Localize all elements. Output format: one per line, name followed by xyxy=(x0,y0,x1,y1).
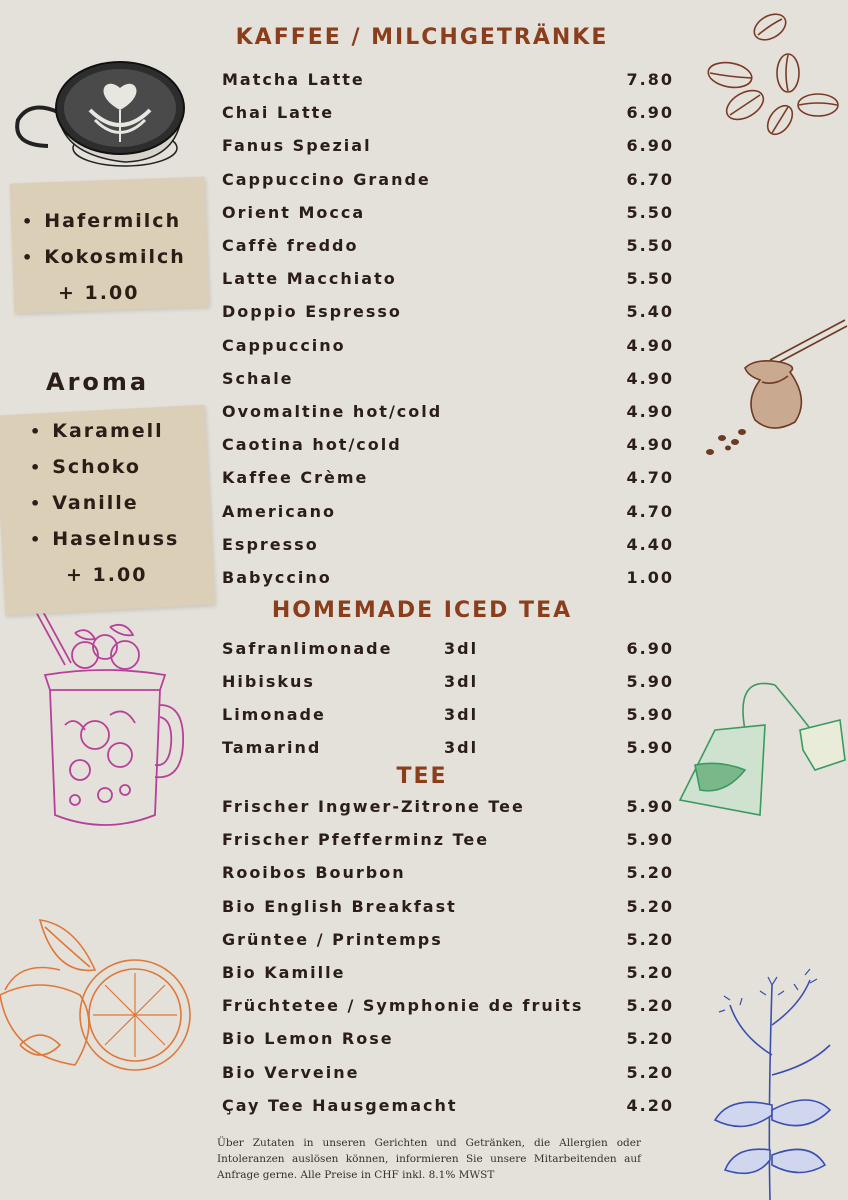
menu-item-price: 5.20 xyxy=(626,863,674,883)
menu-item-row xyxy=(222,738,674,760)
menu-item-price: 5.50 xyxy=(626,269,674,289)
menu-item-row xyxy=(222,136,674,158)
menu-item-name: Limonade xyxy=(222,705,326,724)
menu-item-price: 4.90 xyxy=(626,368,674,388)
menu-item-name: Orient Mocca xyxy=(222,202,366,222)
menu-item-name: Frischer Ingwer-Zitrone Tee xyxy=(222,797,525,816)
menu-item-name: Espresso xyxy=(222,534,319,554)
menu-item-name: Cappuccino xyxy=(222,335,346,355)
menu-item-row xyxy=(222,863,674,885)
list-item: • Vanille xyxy=(30,492,139,514)
menu-item-row xyxy=(222,568,674,590)
menu-item-name: Latte Macchiato xyxy=(222,269,397,289)
menu-item-price: 1.00 xyxy=(626,568,674,587)
menu-item-name: Caotina hot/cold xyxy=(222,435,402,455)
menu-item-price: 5.50 xyxy=(626,202,674,222)
menu-item-name: Hibiskus xyxy=(222,672,315,691)
menu-item-row xyxy=(222,336,674,358)
menu-item-price: 4.70 xyxy=(626,468,674,488)
menu-item-price: 5.20 xyxy=(626,1029,674,1049)
list-item: • Hafermilch xyxy=(22,210,182,232)
tea-bag-icon xyxy=(675,675,848,835)
list-item: • Karamell xyxy=(30,420,164,442)
menu-item-price: 6.90 xyxy=(626,103,674,123)
menu-item-row xyxy=(222,705,674,727)
menu-item-price: 4.70 xyxy=(626,501,674,521)
menu-item-row xyxy=(222,797,674,819)
menu-item-row xyxy=(222,1096,674,1118)
menu-item-name: Bio Verveine xyxy=(222,1062,360,1082)
menu-item-price: 5.90 xyxy=(626,705,674,724)
orange-slices-icon xyxy=(0,915,200,1090)
menu-item-price: 5.20 xyxy=(626,963,674,982)
menu-item-name: Caffè freddo xyxy=(222,236,359,255)
iced-tea-section-title: HOMEMADE ICED TEA xyxy=(271,598,573,623)
menu-item-size: 3dl xyxy=(444,705,479,724)
menu-item-name: Frischer Pfefferminz Tee xyxy=(222,830,490,850)
menu-item-size: 3dl xyxy=(444,639,479,658)
tea-section-title: TEE xyxy=(396,764,448,789)
menu-item-name: Tamarind xyxy=(222,738,322,757)
menu-item-name: Fanus Spezial xyxy=(222,136,372,156)
menu-item-size: 3dl xyxy=(444,672,479,691)
menu-item-price: 4.40 xyxy=(626,534,674,554)
menu-item-price: 5.90 xyxy=(626,738,674,757)
menu-item-name: Bio Kamille xyxy=(222,963,346,982)
aroma-list xyxy=(30,420,179,600)
menu-item-row xyxy=(222,963,674,985)
menu-item-price: 4.90 xyxy=(626,335,674,355)
menu-item-name: Grüntee / Printemps xyxy=(222,929,443,949)
menu-item-name: Rooibos Bourbon xyxy=(222,863,406,883)
menu-item-row xyxy=(222,468,674,490)
menu-item-price: 5.90 xyxy=(626,830,674,850)
menu-item-price: 6.90 xyxy=(626,136,674,156)
allergen-footer-note: Über Zutaten in unseren Gerichten und Getränken, die Allergien oder Intoleranzen auslösen können, informieren Sie unsere Mitarbeitenden auf Anfrage gerne. Alle Preise in CHF inkl. 8.1% MWST xyxy=(217,1137,641,1181)
menu-item-name: Safranlimonade xyxy=(222,639,393,658)
iced-drink-jar-icon xyxy=(15,605,190,840)
menu-item-price: 5.20 xyxy=(626,1062,674,1082)
menu-item-name: Americano xyxy=(222,501,336,521)
menu-item-name: Ovomaltine hot/cold xyxy=(222,402,443,421)
herb-plant-icon xyxy=(700,965,848,1200)
menu-item-price: 7.80 xyxy=(626,70,674,89)
menu-item-row xyxy=(222,1029,674,1051)
menu-item-row xyxy=(222,535,674,557)
aroma-title: Aroma xyxy=(46,368,150,396)
menu-item-price: 5.20 xyxy=(626,896,674,916)
menu-item-row xyxy=(222,103,674,125)
coffee-section-title: KAFFEE / MILCHGETRÄNKE xyxy=(235,25,609,50)
menu-item-row xyxy=(222,302,674,324)
menu-item-name: Chai Latte xyxy=(222,103,335,123)
menu-item-row xyxy=(222,170,674,192)
surcharge: + 1.00 xyxy=(58,282,140,304)
menu-item-row xyxy=(222,502,674,524)
menu-item-row xyxy=(222,369,674,391)
menu-item-row xyxy=(222,1063,674,1085)
menu-item-row xyxy=(222,672,674,694)
menu-item-size: 3dl xyxy=(444,738,479,757)
menu-item-price: 5.20 xyxy=(626,929,674,949)
menu-item-price: 5.90 xyxy=(626,672,674,691)
coffee-beans-icon xyxy=(700,5,845,140)
list-item: • Kokosmilch xyxy=(22,246,186,268)
menu-item-row xyxy=(222,402,674,424)
menu-item-row xyxy=(222,236,674,258)
menu-item-price: 4.20 xyxy=(626,1095,674,1115)
menu-item-row xyxy=(222,70,674,92)
surcharge: + 1.00 xyxy=(66,564,148,586)
menu-item-price: 4.90 xyxy=(626,435,674,455)
menu-item-price: 6.70 xyxy=(626,169,674,189)
menu-item-name: Matcha Latte xyxy=(222,70,365,89)
menu-item-name: Çay Tee Hausgemacht xyxy=(222,1095,458,1115)
milk-options-list xyxy=(22,210,186,318)
menu-item-price: 5.50 xyxy=(626,236,674,255)
menu-item-name: Früchtetee / Symphonie de fruits xyxy=(222,996,584,1016)
menu-item-row xyxy=(222,203,674,225)
menu-item-row xyxy=(222,269,674,291)
menu-item-name: Babyccino xyxy=(222,568,332,587)
menu-item-row xyxy=(222,639,674,661)
menu-item-name: Bio Lemon Rose xyxy=(222,1029,394,1049)
menu-item-row xyxy=(222,435,674,457)
coffee-cup-icon xyxy=(10,50,185,175)
list-item: • Schoko xyxy=(30,456,141,478)
menu-item-row xyxy=(222,996,674,1018)
cezve-icon xyxy=(700,310,848,460)
menu-item-price: 5.40 xyxy=(626,302,674,322)
menu-item-price: 5.20 xyxy=(626,996,674,1016)
menu-item-row xyxy=(222,830,674,852)
list-item: • Haselnuss xyxy=(30,528,180,550)
menu-item-price: 4.90 xyxy=(626,402,674,421)
menu-item-name: Kaffee Crème xyxy=(222,468,369,488)
menu-item-row xyxy=(222,930,674,952)
menu-item-row xyxy=(222,897,674,919)
menu-item-name: Cappuccino Grande xyxy=(222,169,431,189)
menu-item-name: Schale xyxy=(222,368,294,388)
menu-item-price: 5.90 xyxy=(626,797,674,816)
menu-item-name: Doppio Espresso xyxy=(222,302,402,322)
menu-item-name: Bio English Breakfast xyxy=(222,896,457,916)
menu-item-price: 6.90 xyxy=(626,639,674,658)
